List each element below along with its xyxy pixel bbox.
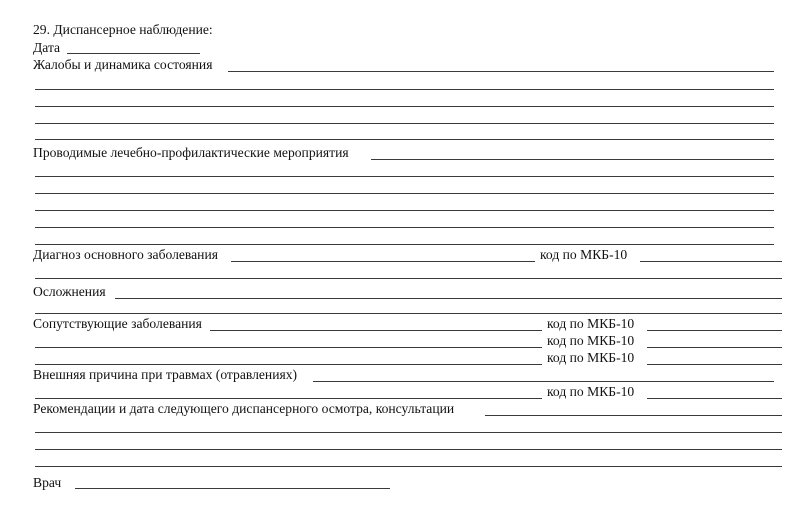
measures-field[interactable] bbox=[371, 159, 774, 160]
comorbidities-field[interactable] bbox=[35, 364, 542, 365]
comorbidities-field[interactable] bbox=[35, 347, 542, 348]
complications-field-line[interactable] bbox=[35, 313, 782, 314]
measures-field-line[interactable] bbox=[35, 193, 774, 194]
comorbidities-icd-field[interactable] bbox=[647, 347, 782, 348]
main-diagnosis-label: Диагноз основного заболевания bbox=[33, 247, 218, 262]
doctor-label: Врач bbox=[33, 475, 62, 490]
comorbidities-field[interactable] bbox=[210, 330, 542, 331]
complaints-label: Жалобы и динамика состояния bbox=[33, 57, 213, 72]
external-cause-icd-field[interactable] bbox=[647, 398, 782, 399]
section-title: 29. Диспансерное наблюдение: bbox=[33, 22, 213, 37]
recommendations-field-line[interactable] bbox=[35, 432, 782, 433]
measures-label: Проводимые лечебно-профилактические мероприятия bbox=[33, 145, 349, 160]
external-cause-field[interactable] bbox=[313, 381, 774, 382]
external-cause-field-line[interactable] bbox=[35, 398, 542, 399]
main-diagnosis-field-line[interactable] bbox=[35, 278, 782, 279]
comorbidities-icd-label: код по МКБ-10 bbox=[547, 316, 635, 331]
comorbidities-label: Сопутствующие заболевания bbox=[33, 316, 202, 331]
measures-field-line[interactable] bbox=[35, 244, 774, 245]
external-cause-icd-label: код по МКБ-10 bbox=[547, 384, 635, 399]
measures-field-line[interactable] bbox=[35, 210, 774, 211]
comorbidities-icd-label: код по МКБ-10 bbox=[547, 333, 635, 348]
complaints-field[interactable] bbox=[228, 71, 774, 72]
recommendations-field-line[interactable] bbox=[35, 466, 782, 467]
external-cause-label: Внешняя причина при травмах (отравлениях) bbox=[33, 367, 298, 382]
recommendations-label: Рекомендации и дата следующего диспансерного осмотра, консультации bbox=[33, 401, 455, 416]
main-diagnosis-icd-label: код по МКБ-10 bbox=[540, 247, 628, 262]
date-field[interactable] bbox=[67, 53, 200, 54]
main-diagnosis-field[interactable] bbox=[231, 261, 535, 262]
comorbidities-icd-label: код по МКБ-10 bbox=[547, 350, 635, 365]
comorbidities-icd-field[interactable] bbox=[647, 330, 782, 331]
date-label: Дата bbox=[33, 40, 61, 55]
recommendations-field-line[interactable] bbox=[35, 449, 782, 450]
complaints-field-line[interactable] bbox=[35, 123, 774, 124]
complications-label: Осложнения bbox=[33, 284, 106, 299]
measures-field-line[interactable] bbox=[35, 227, 774, 228]
main-diagnosis-icd-field[interactable] bbox=[640, 261, 782, 262]
complaints-field-line[interactable] bbox=[35, 139, 774, 140]
doctor-signature-field[interactable] bbox=[75, 488, 390, 489]
complications-field[interactable] bbox=[115, 298, 782, 299]
measures-field-line[interactable] bbox=[35, 176, 774, 177]
complaints-field-line[interactable] bbox=[35, 106, 774, 107]
comorbidities-icd-field[interactable] bbox=[647, 364, 782, 365]
complaints-field-line[interactable] bbox=[35, 89, 774, 90]
recommendations-field[interactable] bbox=[485, 415, 782, 416]
